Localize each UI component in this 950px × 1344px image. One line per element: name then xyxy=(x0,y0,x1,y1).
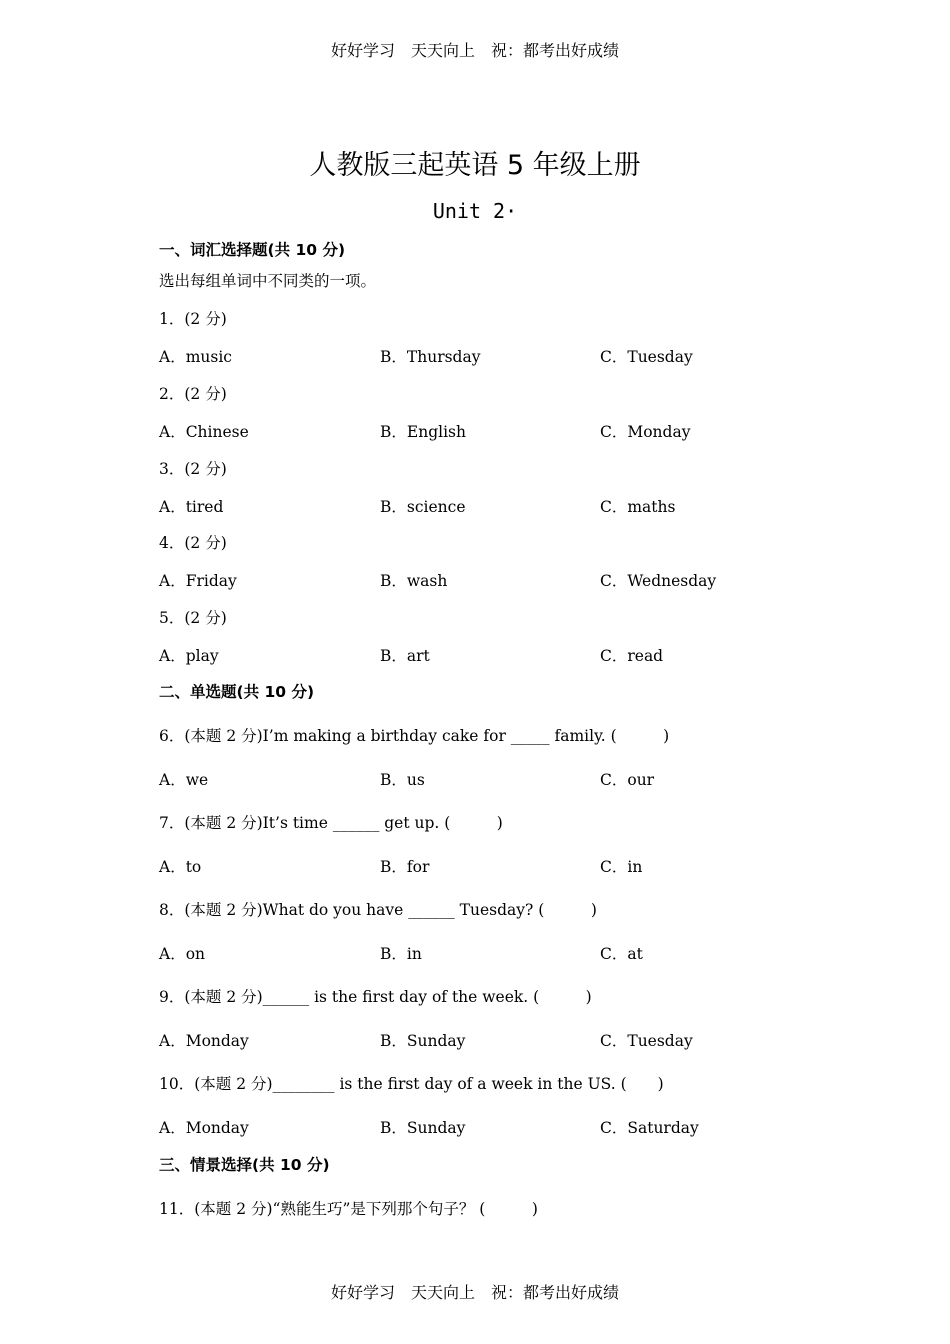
option-b: B．Sunday xyxy=(380,1032,466,1050)
option-c: C．our xyxy=(600,771,655,789)
option-b: B．wash xyxy=(380,572,448,590)
option-b: B．in xyxy=(380,945,422,963)
option-a: A．play xyxy=(159,647,219,665)
section-heading-single-choice: 二、单选题(共 10 分) xyxy=(159,683,315,701)
option-a: A．music xyxy=(159,348,232,366)
section-instruction: 选出每组单词中不同类的一项。 xyxy=(159,272,377,290)
option-c: C．maths xyxy=(600,498,676,516)
page-footer: 好好学习 天天向上 祝：都考出好成绩 xyxy=(330,1283,619,1302)
section-heading-situational: 三、情景选择(共 10 分) xyxy=(159,1156,330,1174)
option-b: B．for xyxy=(380,858,430,876)
option-b: B．science xyxy=(380,498,466,516)
option-c: C．Tuesday xyxy=(600,348,693,366)
option-b: B．us xyxy=(380,771,425,789)
option-c: C．Saturday xyxy=(600,1119,699,1137)
page-header: 好好学习 天天向上 祝：都考出好成绩 xyxy=(330,41,619,60)
question-stem: 2．(2 分) xyxy=(159,385,227,403)
document-subtitle: Unit 2· xyxy=(432,199,518,223)
option-b: B．art xyxy=(380,647,430,665)
section-heading-vocabulary: 一、词汇选择题(共 10 分) xyxy=(159,241,346,259)
option-c: C．read xyxy=(600,647,664,665)
question-stem: 5．(2 分) xyxy=(159,609,227,627)
option-c: C．in xyxy=(600,858,643,876)
option-a: A．Monday xyxy=(159,1119,249,1137)
question-stem: 8．(本题 2 分)What do you have ______ Tuesday? ( ) xyxy=(159,901,597,919)
document-title: 人教版三起英语 5 年级上册 xyxy=(309,150,641,181)
option-c: C．Monday xyxy=(600,423,691,441)
question-stem: 1．(2 分) xyxy=(159,310,227,328)
question-stem: 3．(2 分) xyxy=(159,460,227,478)
option-b: B．Sunday xyxy=(380,1119,466,1137)
option-b: B．Thursday xyxy=(380,348,481,366)
question-stem: 9．(本题 2 分)______ is the first day of the week. ( ) xyxy=(159,988,592,1006)
question-stem: 11．(本题 2 分)“熟能生巧”是下列那个句子？ ( ) xyxy=(159,1200,538,1218)
option-a: A．tired xyxy=(159,498,224,516)
question-stem: 10．(本题 2 分)________ is the first day of a week in the US. ( ) xyxy=(159,1075,664,1093)
option-c: C．Tuesday xyxy=(600,1032,693,1050)
question-stem: 4．(2 分) xyxy=(159,534,227,552)
option-a: A．Friday xyxy=(159,572,237,590)
question-stem: 7．(本题 2 分)It’s time ______ get up. ( ) xyxy=(159,814,503,832)
option-a: A．we xyxy=(159,771,209,789)
option-a: A．Monday xyxy=(159,1032,249,1050)
option-a: A．to xyxy=(159,858,202,876)
option-b: B．English xyxy=(380,423,466,441)
option-c: C．at xyxy=(600,945,643,963)
option-a: A．Chinese xyxy=(159,423,249,441)
question-stem: 6．(本题 2 分)I’m making a birthday cake for _____ family. ( ) xyxy=(159,727,670,745)
option-a: A．on xyxy=(159,945,206,963)
option-c: C．Wednesday xyxy=(600,572,717,590)
